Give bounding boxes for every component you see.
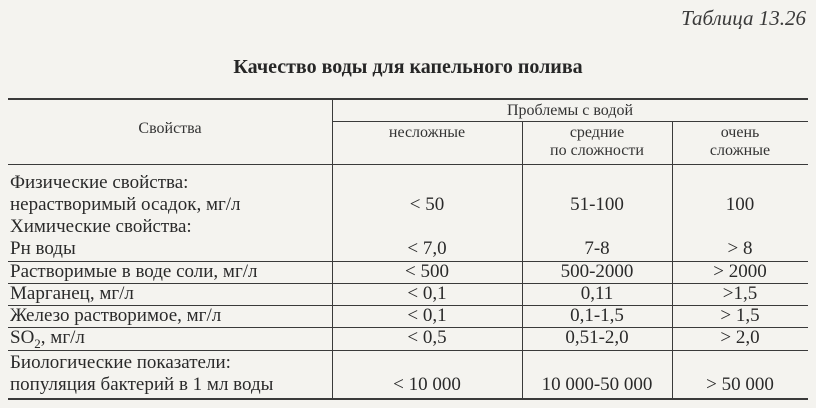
header-medium-line1: средние bbox=[569, 124, 625, 141]
table-top-rule bbox=[8, 98, 808, 100]
header-water-problems: Проблемы с водой bbox=[506, 102, 634, 119]
physical-hard: 100 bbox=[725, 194, 755, 215]
iron-hard: > 1,5 bbox=[720, 305, 760, 326]
physical-title: Физические свойства: bbox=[10, 172, 189, 193]
iron-medium: 0,1-1,5 bbox=[570, 305, 624, 326]
so2-label-post: , мг/л bbox=[40, 327, 85, 348]
so2-subscript: 2 bbox=[34, 335, 41, 351]
bio-title: Биологические показатели: bbox=[10, 352, 231, 373]
manganese-medium: 0,11 bbox=[580, 283, 614, 304]
so2-label-pre: SO bbox=[10, 327, 35, 348]
table-number: Таблица 13.26 bbox=[681, 6, 806, 30]
header-medium bbox=[522, 124, 672, 160]
so2-medium: 0,51-2,0 bbox=[565, 327, 629, 348]
header-hard bbox=[672, 124, 808, 160]
salts-label: Растворимые в воде соли, мг/л bbox=[10, 261, 258, 282]
manganese-label: Марганец, мг/л bbox=[10, 283, 134, 304]
physical-simple: < 50 bbox=[409, 194, 445, 215]
header-medium-line2: по сложности bbox=[550, 142, 644, 159]
table-bottom-rule bbox=[8, 398, 808, 400]
bio-simple: < 10 000 bbox=[393, 374, 461, 395]
header-hard-line2: сложные bbox=[709, 142, 771, 159]
group-header-rule bbox=[332, 121, 808, 122]
header-bottom-rule bbox=[8, 164, 808, 165]
bio-label: популяция бактерий в 1 мл воды bbox=[10, 374, 274, 395]
ph-hard: > 8 bbox=[727, 238, 753, 259]
physical-medium: 51-100 bbox=[570, 194, 624, 215]
header-properties: Свойства bbox=[138, 120, 202, 137]
bio-hard: > 50 000 bbox=[706, 374, 774, 395]
header-hard-line1: очень bbox=[720, 124, 760, 141]
iron-simple: < 0,1 bbox=[407, 305, 447, 326]
so2-hard: > 2,0 bbox=[720, 327, 760, 348]
bio-medium: 10 000-50 000 bbox=[541, 374, 653, 395]
iron-label: Железо растворимое, мг/л bbox=[10, 305, 222, 326]
so2-label bbox=[10, 327, 85, 355]
header-simple: несложные bbox=[388, 124, 466, 141]
manganese-simple: < 0,1 bbox=[407, 283, 447, 304]
physical-label: нерастворимый осадок, мг/л bbox=[10, 194, 241, 215]
ph-simple: < 7,0 bbox=[407, 238, 447, 259]
salts-simple: < 500 bbox=[405, 261, 449, 282]
table-title: Качество воды для капельного полива bbox=[233, 56, 583, 78]
so2-simple: < 0,5 bbox=[407, 327, 447, 348]
salts-hard: > 2000 bbox=[713, 261, 767, 282]
chemical-title: Химические свойства: bbox=[10, 216, 192, 237]
ph-label: Pн воды bbox=[10, 238, 76, 259]
ph-medium: 7-8 bbox=[584, 238, 610, 259]
row-rule bbox=[8, 350, 808, 351]
salts-medium: 500-2000 bbox=[560, 261, 634, 282]
manganese-hard: >1,5 bbox=[722, 283, 758, 304]
